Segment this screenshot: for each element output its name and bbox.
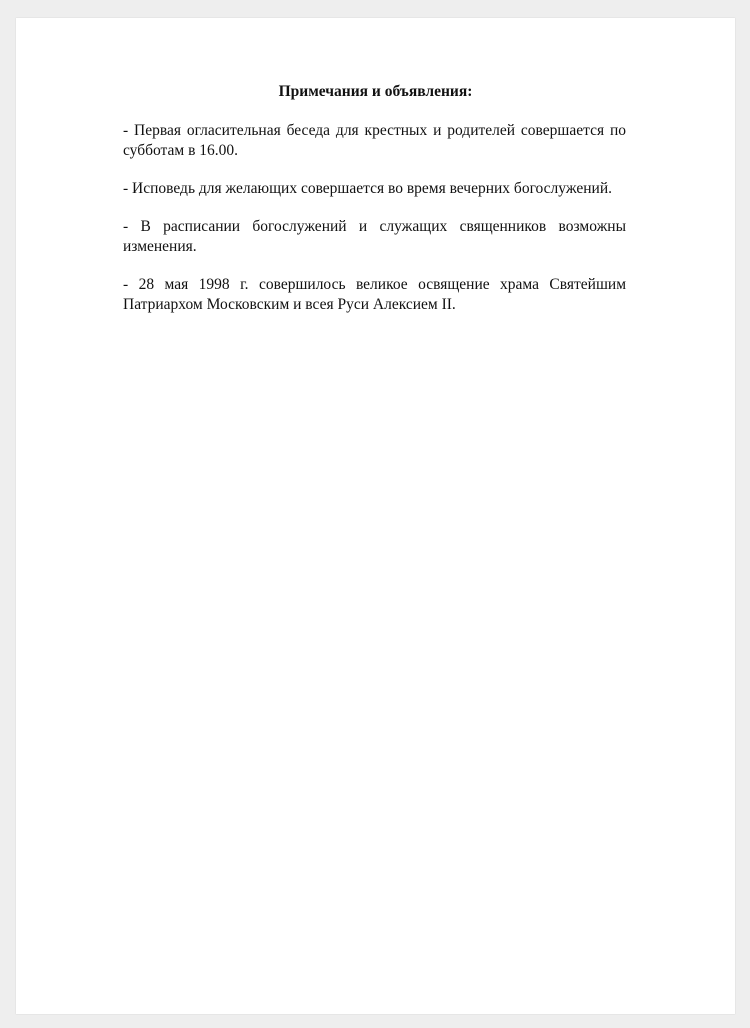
note-item: - Первая огласительная беседа для крестных и родителей совершается по субботам в 16.00.	[123, 122, 626, 159]
note-item: - 28 мая 1998 г. совершилось великое освящение храма Святейшим Патриархом Московским и всея Руси Алексием II.	[123, 276, 626, 313]
note-item: - В расписании богослужений и служащих священников возможны изменения.	[123, 218, 626, 255]
notes-list	[123, 121, 626, 333]
document-page	[16, 18, 735, 1014]
note-item: - Исповедь для желающих совершается во время вечерних богослужений.	[123, 180, 612, 197]
page-title: Примечания и объявления:	[278, 83, 473, 100]
